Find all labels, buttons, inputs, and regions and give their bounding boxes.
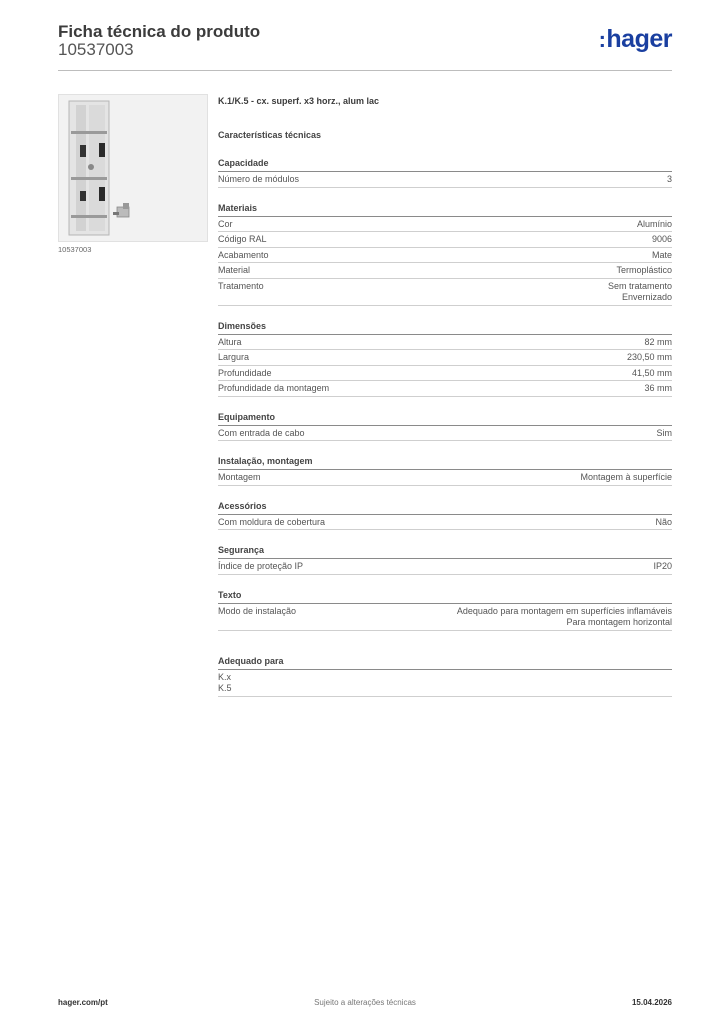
spec-group-title: Acessórios bbox=[218, 501, 672, 515]
spec-value-line: 9006 bbox=[651, 234, 672, 244]
spec-value-line: 36 mm bbox=[644, 383, 672, 393]
page-title: Ficha técnica do produto bbox=[58, 22, 261, 41]
spec-label: Profundidade da montagem bbox=[218, 383, 330, 393]
spec-label: Profundidade bbox=[218, 367, 272, 378]
suitable-title: Adequado para bbox=[218, 656, 672, 670]
spec-value bbox=[644, 383, 672, 395]
spec-value bbox=[616, 265, 672, 277]
spec-value bbox=[657, 428, 673, 440]
spec-group-title: Materiais bbox=[218, 203, 672, 217]
spec-label: Altura bbox=[218, 336, 242, 347]
photo-caption: 10537003 bbox=[58, 245, 92, 254]
logo-text: hager bbox=[606, 25, 672, 53]
suitable-list bbox=[218, 670, 672, 697]
spec-row bbox=[218, 470, 672, 486]
spec-value-line: Mate bbox=[651, 249, 672, 260]
spec-value bbox=[655, 517, 672, 529]
spec-value-line: Montagem à superfície bbox=[580, 472, 672, 482]
spec-value-line: Não bbox=[655, 516, 672, 527]
spec-label: Com entrada de cabo bbox=[218, 427, 305, 438]
spec-group-title: Texto bbox=[218, 590, 672, 604]
spec-value bbox=[644, 337, 672, 349]
spec-label: Largura bbox=[218, 352, 250, 362]
suitable-item: K.x bbox=[218, 671, 232, 682]
spec-row bbox=[218, 217, 672, 233]
spec-row bbox=[218, 350, 672, 366]
footer-website[interactable]: hager.com/pt bbox=[58, 998, 108, 1007]
spec-value-line: 82 mm bbox=[644, 336, 672, 347]
suitable-for-section bbox=[218, 656, 672, 697]
spec-row bbox=[218, 515, 672, 531]
section-title: Características técnicas bbox=[218, 130, 322, 140]
spec-group-title: Instalação, montagem bbox=[218, 456, 672, 470]
spec-group bbox=[218, 203, 672, 306]
spec-label: Modo de instalação bbox=[218, 605, 297, 616]
spec-group bbox=[218, 158, 672, 188]
spec-value bbox=[653, 561, 672, 573]
spec-value bbox=[667, 174, 672, 186]
spec-value bbox=[632, 368, 672, 380]
spec-value-line: Sim bbox=[656, 427, 672, 438]
spec-label: Código RAL bbox=[218, 234, 267, 244]
spec-group-title: Equipamento bbox=[218, 412, 672, 426]
product-name: K.1/K.5 - cx. superf. x3 horz., alum lac bbox=[218, 96, 380, 106]
spec-value bbox=[627, 352, 672, 364]
spec-row bbox=[218, 172, 672, 188]
spec-group-title: Dimensões bbox=[218, 321, 672, 335]
spec-label: Tratamento bbox=[218, 280, 264, 291]
spec-group bbox=[218, 321, 672, 397]
spec-row bbox=[218, 263, 672, 279]
spec-value-line: Alumínio bbox=[636, 218, 672, 229]
spec-value bbox=[652, 250, 672, 262]
spec-row bbox=[218, 248, 672, 264]
product-illustration bbox=[59, 95, 207, 241]
spec-value-line: 3 bbox=[666, 174, 672, 184]
spec-row bbox=[218, 559, 672, 575]
spec-group bbox=[218, 590, 672, 631]
hager-logo: :hager bbox=[598, 25, 672, 53]
spec-value bbox=[580, 472, 672, 484]
spec-value-line: Termoplástico bbox=[616, 265, 672, 275]
spec-label: Cor bbox=[218, 218, 233, 229]
spec-row bbox=[218, 381, 672, 397]
spec-label: Montagem bbox=[218, 472, 261, 482]
spec-label: Material bbox=[218, 265, 251, 275]
spec-group-title: Segurança bbox=[218, 545, 672, 559]
spec-row bbox=[218, 604, 672, 631]
spec-value bbox=[652, 234, 672, 246]
spec-content bbox=[218, 96, 672, 697]
spec-label: Acabamento bbox=[218, 249, 269, 260]
spec-row bbox=[218, 232, 672, 248]
spec-row bbox=[218, 366, 672, 382]
spec-value bbox=[608, 281, 672, 304]
spec-group bbox=[218, 545, 672, 575]
spec-groups bbox=[218, 158, 672, 631]
spec-group-title: Capacidade bbox=[218, 158, 672, 172]
spec-value-line: IP20 bbox=[653, 561, 672, 571]
spec-value-line: 41,50 mm bbox=[631, 367, 672, 378]
suitable-item: K.5 bbox=[218, 682, 232, 693]
spec-label: Índice de proteção IP bbox=[218, 561, 304, 571]
footer-note: Sujeito a alterações técnicas bbox=[314, 998, 416, 1007]
spec-value bbox=[637, 219, 672, 231]
spec-value-line: Adequado para montagem em superfícies inflamáveis bbox=[456, 605, 672, 616]
spec-value-line: Sem tratamento bbox=[607, 280, 672, 291]
spec-row bbox=[218, 279, 672, 306]
spec-value-line: Para montagem horizontal bbox=[566, 617, 672, 627]
page-header bbox=[58, 20, 672, 71]
product-code: 10537003 bbox=[58, 40, 134, 59]
spec-row bbox=[218, 426, 672, 442]
spec-group bbox=[218, 456, 672, 486]
spec-value-line: 230,50 mm bbox=[626, 352, 672, 362]
spec-label: Número de módulos bbox=[218, 174, 300, 184]
spec-group bbox=[218, 501, 672, 531]
spec-group bbox=[218, 412, 672, 442]
spec-label: Com moldura de cobertura bbox=[218, 516, 326, 527]
spec-value bbox=[457, 606, 672, 629]
product-image bbox=[58, 94, 208, 242]
spec-value-line: Envernizado bbox=[621, 292, 672, 302]
footer-date: 15.04.2026 bbox=[631, 998, 672, 1007]
spec-row bbox=[218, 335, 672, 351]
